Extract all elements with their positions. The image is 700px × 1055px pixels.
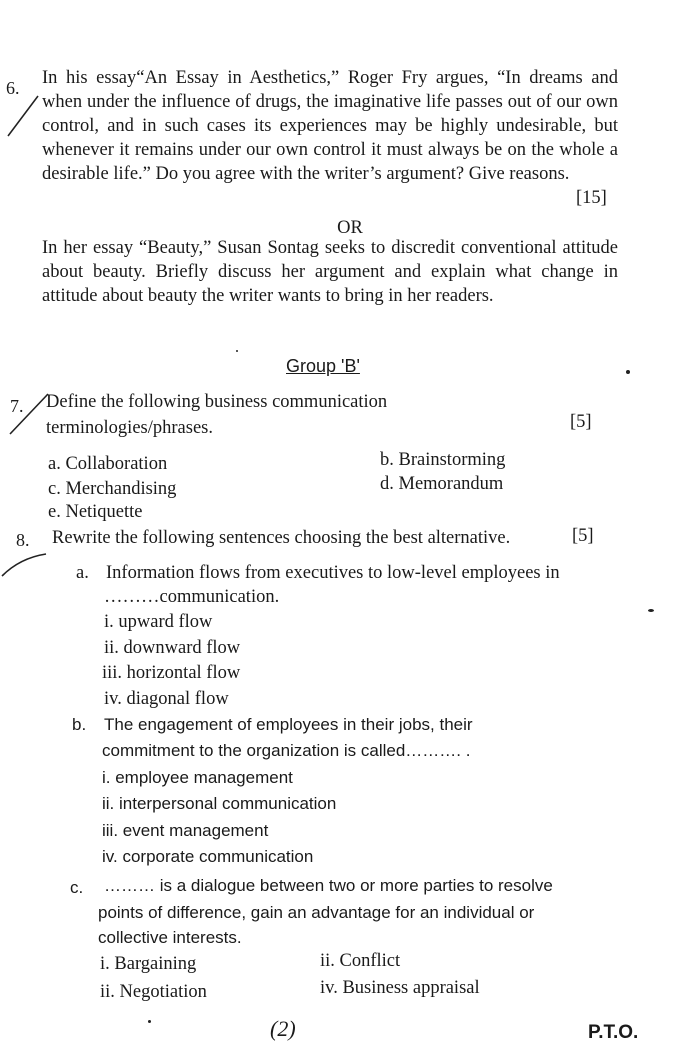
question-8-prompt: Rewrite the following sentences choosing the best alternative. bbox=[52, 528, 511, 548]
question-7-text-line2: terminologies/phrases. bbox=[46, 418, 213, 438]
term-item: d. Memorandum bbox=[380, 474, 504, 494]
group-b-heading: Group 'B' bbox=[286, 356, 360, 376]
option-item: iii. horizontal flow bbox=[102, 663, 241, 683]
question-7-marks: [5] bbox=[570, 412, 592, 432]
question-6-or: OR bbox=[337, 218, 363, 238]
option-item: iv. diagonal flow bbox=[104, 689, 229, 709]
option-item: i. Bargaining bbox=[100, 954, 197, 974]
page-number: (2) bbox=[270, 1016, 296, 1041]
option-item: iv. corporate communication bbox=[102, 847, 314, 866]
sub-question-c-text: points of difference, gain an advantage for an individual or bbox=[98, 903, 535, 922]
sub-question-b-text: The engagement of employees in their jobs, their bbox=[104, 715, 473, 734]
option-item: ii. interpersonal communication bbox=[102, 794, 337, 813]
question-6-number: 6. bbox=[6, 78, 20, 98]
sub-question-a-text: Information flows from executives to low-level employees in bbox=[106, 563, 560, 583]
question-6-alternative-text: In her essay “Beauty,” Susan Sontag seeks to discredit conventional attitude about beauty. Briefly discuss her argument and explain what change in attitude about beauty the writer wants to bring in her readers. bbox=[42, 238, 618, 306]
term-item: b. Brainstorming bbox=[380, 450, 506, 470]
option-item: ii. Negotiation bbox=[100, 982, 207, 1002]
pen-stroke-icon bbox=[0, 552, 50, 578]
question-6-marks: [15] bbox=[576, 188, 607, 208]
sub-question-a-text: ………communication. bbox=[104, 587, 280, 607]
sub-question-b-text: commitment to the organization is called………. . bbox=[102, 741, 471, 760]
term-item: c. Merchandising bbox=[48, 479, 177, 499]
option-item: ii. Conflict bbox=[320, 951, 401, 971]
question-7-number: 7. bbox=[10, 396, 24, 416]
pto-label: P.T.O. bbox=[588, 1022, 639, 1043]
sub-question-b-label: b. bbox=[72, 715, 87, 734]
option-item: ii. downward flow bbox=[104, 638, 241, 658]
sub-question-a-label: a. bbox=[76, 563, 89, 583]
option-item: i. upward flow bbox=[104, 612, 213, 632]
question-8-marks: [5] bbox=[572, 526, 594, 546]
sub-question-c-text: ……… is a dialogue between two or more parties to resolve bbox=[104, 876, 553, 895]
scan-speck bbox=[626, 370, 630, 374]
scan-speck bbox=[648, 609, 654, 612]
check-mark-icon bbox=[2, 92, 42, 142]
term-item: e. Netiquette bbox=[48, 502, 143, 522]
question-8-number: 8. bbox=[16, 530, 30, 550]
option-item: iii. event management bbox=[102, 821, 269, 840]
scan-speck bbox=[236, 350, 238, 352]
term-item: a. Collaboration bbox=[48, 454, 168, 474]
sub-question-c-text: collective interests. bbox=[98, 928, 242, 947]
sub-question-c-label: c. bbox=[70, 878, 84, 897]
question-7-text-line1: Define the following business communication bbox=[46, 392, 388, 412]
option-item: i. employee management bbox=[102, 768, 293, 787]
scan-speck bbox=[148, 1020, 151, 1023]
question-6-text: In his essay“An Essay in Aesthetics,” Roger Fry argues, “In dreams and when under the influence of drugs, the imaginative life passes out of our own control, and in such cases its experiences may be highly undesirable, but whenever it remains under our own control it must always be on the whole a desirable life.” Do you agree with the writer’s argument? Give reasons. bbox=[42, 68, 618, 184]
option-item: iv. Business appraisal bbox=[320, 978, 480, 998]
